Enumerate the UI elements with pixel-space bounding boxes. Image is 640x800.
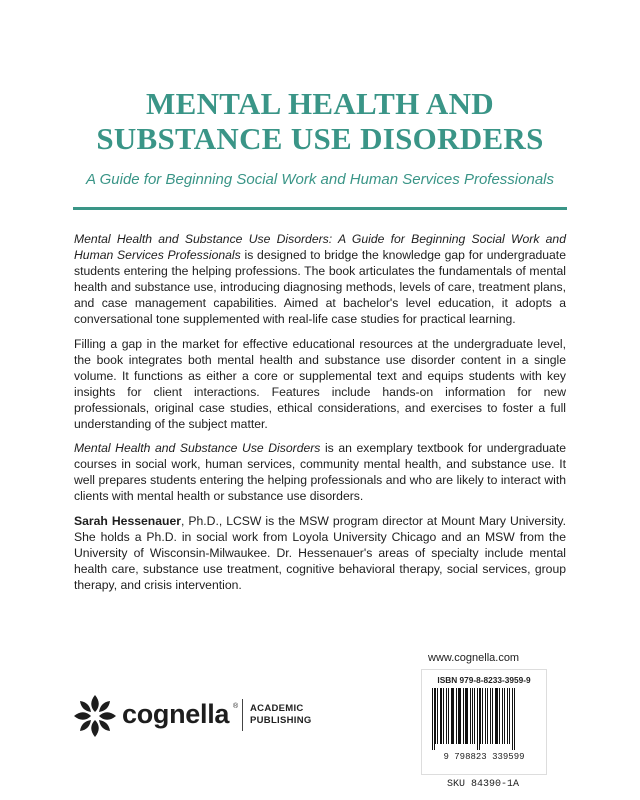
barcode-bar <box>440 688 442 744</box>
barcode-bar <box>487 688 488 744</box>
barcode-bar <box>490 688 491 744</box>
cognella-logo-icon <box>72 693 118 739</box>
barcode-bar <box>446 688 447 744</box>
barcode-graphic <box>430 688 538 750</box>
sku-label: SKU 84390-1A <box>446 779 519 790</box>
book-title <box>0 86 640 156</box>
description-text: is designed to bridge the knowledge gap for undergraduate students entering the helping professions. The book articulates the fundamentals of mental health and substance use, introducing diagnosing methods, levels of care, treatment plans, and case management capabilities. Aimed at bachelor's level education, it adopts a conversational tone supplemented with real-life case studies for practical learning. <box>74 248 566 327</box>
back-cover-description <box>74 231 566 601</box>
barcode-bar <box>509 688 510 744</box>
book-title-line-2: SUBSTANCE USE DISORDERS <box>96 121 544 156</box>
barcode-bar <box>499 688 500 744</box>
imprint-line-2: PUBLISHING <box>250 715 312 726</box>
publisher-website: www.cognella.com <box>428 652 520 664</box>
barcode-bar <box>472 688 473 744</box>
logo-divider <box>242 699 243 731</box>
barcode-bar <box>495 688 498 744</box>
description-paragraph-1 <box>74 231 566 328</box>
publisher-logo <box>72 693 332 743</box>
barcode-bar <box>492 688 493 744</box>
isbn-label: ISBN 979-8-8233-3959-9 <box>437 675 531 685</box>
barcode-bar <box>435 688 436 744</box>
barcode-bar <box>502 688 503 744</box>
title-divider <box>73 207 567 210</box>
description-paragraph-2: Filling a gap in the market for effective educational resources at the undergraduate level, the book integrates both mental health and substance use disorder content in a single volume. It functions as either a core or supplemental text and equips students with key insights for client interactions. Features include hands-on information for new professionals, original case studies, ethical considerations, and exercises to foster a full understanding of the subject matter. <box>74 336 566 432</box>
book-title-line-1: MENTAL HEALTH AND <box>146 86 494 121</box>
imprint-line-1: ACADEMIC <box>250 703 304 714</box>
barcode-guard-bar <box>512 688 513 750</box>
book-subtitle: A Guide for Beginning Social Work and Human Services Professionals <box>85 171 554 188</box>
barcode-bar <box>437 688 438 744</box>
barcode-bar <box>470 688 471 744</box>
barcode-guard-bar <box>434 688 435 750</box>
book-title-reference: Mental Health and Substance Use Disorders: A Guide for Beginning Social Work and Human Services Professionals <box>74 232 566 263</box>
description-text: is an exemplary textbook for undergraduate courses in social work, human services, community mental health, and substance use. It well prepares students entering the helping professionals and who are likely to interact with clients with mental health or substance use disorders. <box>74 441 566 504</box>
barcode-bar <box>451 688 454 744</box>
barcode-bar <box>448 688 449 744</box>
isbn-barcode-block <box>421 669 547 775</box>
barcode-bar <box>485 688 486 744</box>
publisher-imprint <box>250 703 312 727</box>
barcode-guard-bar <box>477 688 478 750</box>
barcode-bar <box>463 688 464 744</box>
registered-mark: ® <box>233 703 239 710</box>
barcode-bar <box>482 688 483 744</box>
description-paragraph-3 <box>74 440 566 504</box>
barcode-bar <box>507 688 508 744</box>
publisher-name: cognella <box>122 699 230 729</box>
barcode-bar <box>458 688 461 744</box>
book-title-reference: Mental Health and Substance Use Disorders <box>74 441 321 456</box>
barcode-bar <box>474 688 475 744</box>
barcode-guard-bar <box>479 688 480 750</box>
barcode-bar <box>504 688 505 744</box>
barcode-guard-bar <box>432 688 433 750</box>
barcode-bar <box>480 688 481 744</box>
author-name: Sarah Hessenauer <box>74 513 181 528</box>
barcode-bar <box>456 688 457 744</box>
author-bio-text: , Ph.D., LCSW is the MSW program director at Mount Mary University. She holds a Ph.D. in social work from Loyola University Chicago and an MSW from the University of Wisconsin-Milwaukee. Dr. Hessenauer's areas of specialty include mental health care, substance use treatment, cognitive behavioral therapy, social services, group therapy, and crisis intervention. <box>74 513 566 592</box>
author-bio <box>74 513 566 593</box>
barcode-bar <box>465 688 468 744</box>
barcode-bar <box>443 688 444 744</box>
barcode-guard-bar <box>514 688 515 750</box>
barcode-digits: 9 798823 339599 <box>443 752 525 762</box>
